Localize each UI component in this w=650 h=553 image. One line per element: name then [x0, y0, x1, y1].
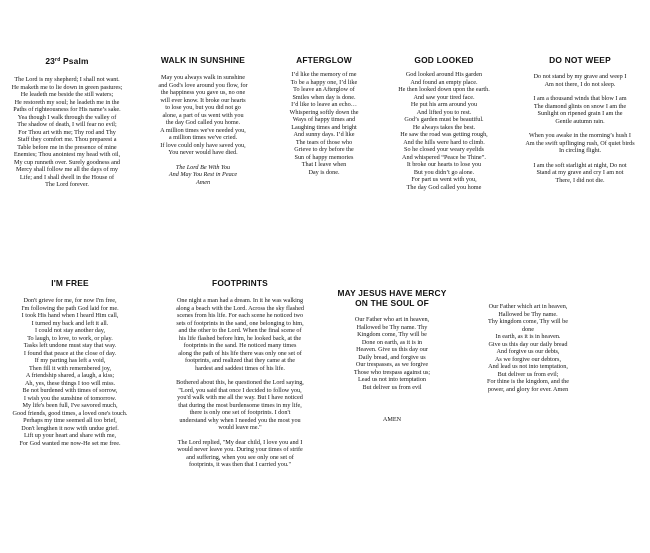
text-line: I took His hand when I heard Him call, — [21, 312, 119, 319]
text-line: The day God called you home — [406, 183, 482, 191]
card-title: WALK IN SUNSHINE — [160, 55, 246, 65]
text-line: and God's love around you flow, for — [158, 81, 248, 89]
text-line: Laughing times and bright — [291, 123, 357, 131]
text-line: For thine is the kingdom, and the — [487, 378, 569, 385]
text-line: Bothered about this, he questioned the Lord saying, — [176, 379, 304, 386]
text-line: Enemies; Thou anointest my head with oil, — [13, 151, 121, 158]
text-line: Don't grieve for me, for now I'm free, — [23, 297, 117, 304]
text-line: "Lord, you said that once I decided to follow you, — [178, 386, 302, 394]
text-line: And lead us not into temptation, — [488, 363, 568, 370]
card-closing — [139, 164, 267, 187]
text-line: In earth, as it is in heaven. — [495, 333, 561, 340]
card-title: 23rd Psalm — [45, 56, 89, 66]
text-line: footprints in the sand. He noticed many times — [183, 342, 297, 349]
text-line: He saw the road was getting rough, — [400, 131, 488, 138]
text-line: Heaven. Give us this day our — [356, 346, 428, 353]
text-line: But you didn’t go alone. — [413, 168, 475, 176]
card-title: MAY JESUS HAVE MERCY ON THE SOUL OF — [337, 288, 447, 308]
text-line: and the other to the Lord. When the final scene of — [178, 327, 302, 334]
text-line: I turned my back and left it all. — [31, 319, 109, 327]
text-line: The diamond glints on snow I am the — [533, 102, 627, 110]
text-line: Perhaps my time seemed all too brief, — [23, 417, 117, 424]
text-line: And sunny days. I’d like — [293, 131, 355, 138]
text-line: If my parting has left a void, — [34, 357, 106, 364]
text-line: his life flashed before him, he looked back, at the — [178, 334, 302, 342]
text-line: Smiles when day is done. — [292, 93, 356, 101]
card-do-not-weep — [513, 55, 647, 184]
card-body — [154, 297, 326, 469]
text-line: Day is done. — [308, 168, 340, 176]
card-body — [274, 71, 374, 176]
paragraph — [154, 379, 326, 432]
text-line: Those who trespass against us; — [353, 368, 431, 376]
text-line: There, I did not die. — [555, 176, 605, 184]
text-line: I found that peace at the close of day. — [23, 349, 117, 357]
text-line: scenes from his life. For each scene he noticed two — [176, 312, 304, 319]
text-line: Be not burdened with times of sorrow, — [22, 387, 118, 394]
text-line: and suffering, when you see only one set of — [186, 453, 294, 461]
text-line: And the hills were hard to climb. — [403, 138, 485, 146]
card-body — [460, 303, 596, 393]
card-title: DO NOT WEEP — [549, 55, 611, 65]
paragraph — [513, 162, 647, 185]
text-line: He leadeth me beside the still waters; — [20, 91, 114, 98]
text-line: If love could only have saved you, — [160, 141, 246, 149]
text-line: footprints, and realized that they came at the — [185, 357, 295, 364]
text-line: to lose you, but you did not go — [165, 104, 241, 111]
paragraph — [154, 439, 326, 469]
card-amen: AMEN — [382, 416, 402, 423]
text-line: And found an empty place. — [410, 78, 478, 86]
text-line: the day God called you home. — [165, 119, 241, 126]
text-line: For Thou art with me; Thy rod and Thy — [18, 128, 116, 136]
card-body — [3, 297, 137, 447]
text-line: For God wanted me now-He set me free. — [19, 439, 121, 447]
text-line: Good friends, good times, a loved one's touch. — [12, 409, 128, 417]
text-line: Give us this day our daily bread — [488, 340, 568, 348]
text-line: That I leave when — [301, 161, 347, 168]
text-line: But deliver us from evil; — [497, 370, 559, 378]
text-line: Our Father who art in heaven, — [354, 316, 430, 323]
text-line: He restoreth my soul; he leadeth me in the — [14, 98, 120, 106]
text-line: Staff they comfort me. Thou preparest a — [17, 136, 117, 143]
text-line: Whispering softly down the — [289, 108, 359, 116]
text-line: God looked around His garden — [405, 71, 483, 78]
text-line: you'd walk with me all the way. But I have noticed — [177, 394, 303, 401]
text-line: I am a thousand winds that blow I am — [533, 95, 627, 102]
card-im-free — [3, 278, 137, 447]
text-line: And May You Rest in Peace — [168, 171, 238, 178]
text-line: along a beach with the Lord. Across the sky flashed — [176, 304, 304, 312]
text-line: Grieve to dry before the — [294, 146, 354, 153]
text-line: And lifted you to rest. — [416, 108, 472, 116]
text-line: the happiness you gave us, no one — [160, 89, 246, 96]
text-line: Ways of happy times and — [292, 116, 356, 123]
text-line: that during the most burdensome times in my life, — [178, 401, 302, 409]
text-line: Paths of righteousness for His name’s sake. — [13, 106, 121, 113]
text-line: Our trespasses, as we forgive — [355, 361, 429, 368]
text-line: The tears of those who — [295, 138, 353, 146]
text-line: The Lord forever. — [45, 181, 89, 188]
text-line: Stand at my grave and cry I am not — [536, 169, 624, 176]
text-line: Am the swift upflinging rush, Of quiet birds — [525, 139, 635, 147]
text-line: would never leave you. During your times of strife — [177, 446, 303, 453]
text-line: understand why when I needed you the most you — [179, 416, 301, 424]
text-line: Lift up your heart and share with me, — [23, 432, 117, 439]
text-line: Kingdom come, Thy will be — [357, 331, 427, 338]
text-line: May you always walk in sunshine — [160, 74, 246, 81]
text-line: done — [521, 325, 535, 333]
text-line: a million times we've cried. — [168, 134, 238, 141]
text-line: But deliver us from evil — [362, 383, 422, 391]
text-line: Yea though I walk through the valley of — [17, 113, 117, 121]
card-title: AFTERGLOW — [296, 55, 352, 65]
card-psalm — [3, 55, 131, 189]
text-line: I wish you the sunshine of tomorrow. — [23, 394, 117, 402]
text-line: The shadow of death, I will fear no evil; — [17, 121, 117, 128]
card-body — [380, 71, 508, 191]
text-line: He put his arm around you — [410, 101, 478, 108]
card-footprints — [154, 278, 326, 469]
card-body — [513, 73, 647, 184]
text-line: I’d like to leave an echo… — [291, 101, 357, 108]
paragraph — [513, 132, 647, 155]
text-line: He always takes the best. — [412, 123, 476, 131]
text-line: Our Father which art in heaven, — [488, 303, 568, 310]
text-line: Life; and I shall dwell in the House of — [19, 173, 115, 181]
text-line: And saw your tired face. — [413, 93, 475, 101]
text-line: To laugh, to love, to work, or play. — [27, 334, 113, 342]
card-body — [139, 74, 267, 157]
text-line: Hallowed be Thy name. Thy — [356, 323, 428, 331]
text-line: My life's been full, I've savored much, — [22, 402, 118, 409]
text-line: Table before me in the presence of mine — [17, 143, 117, 151]
text-line: In circling flight. — [558, 147, 602, 154]
card-body — [3, 76, 131, 189]
text-line: Then fill it with remembered joy, — [28, 364, 112, 372]
text-line: along the path of his life there was only one set of — [178, 349, 302, 357]
text-line: I could not stay another day, — [34, 327, 106, 334]
text-line: would leave me." — [218, 424, 262, 431]
text-line: For part us went with you, — [411, 176, 477, 183]
text-line: Amen — [195, 178, 211, 186]
text-line: footprints, it was then that I carried you." — [188, 461, 291, 468]
text-line: It broke our hearts to lose you — [406, 161, 482, 168]
text-line: One night a man had a dream. In it he was walking — [176, 297, 304, 304]
text-line: The Lord is my shepherd; I shall not want. — [14, 76, 120, 83]
text-line: Sunlight on ripened grain I am the — [537, 110, 623, 117]
text-line: I’d like the memory of me — [291, 71, 357, 78]
text-line: Am not there, I do not sleep. — [544, 80, 616, 88]
text-line: Do not stand by my grave and weep I — [533, 73, 627, 80]
text-line: I am the soft starlight at night, Do not — [533, 161, 627, 169]
text-line: Hallowed be Thy name. — [498, 310, 558, 318]
paragraph — [513, 95, 647, 125]
card-may-jesus-have-mercy — [333, 288, 451, 424]
text-line: Done on earth, as it is in — [361, 338, 423, 346]
paragraph — [513, 73, 647, 88]
text-line: Lead us not into temptation — [357, 376, 427, 383]
text-line: My cup runneth over. Surely goodness and — [13, 158, 121, 166]
text-line: Ah, yes, these things I too will miss. — [24, 379, 116, 387]
text-line: A million times we've needed you, — [160, 126, 246, 134]
text-line: And whispered “Peace be Thine”. — [402, 153, 486, 161]
text-line: To leave an Afterglow of — [293, 86, 355, 93]
text-line: As we forgive our debtors, — [494, 355, 562, 363]
text-line: alone, a part of us went with you — [162, 111, 244, 119]
text-line: I'm following the path God laid for me. — [21, 304, 119, 312]
text-line: He maketh me to lie down in green pastures; — [11, 83, 123, 91]
card-afterglow — [274, 55, 374, 176]
text-line: Tasks left undone must stay that way. — [23, 342, 117, 349]
text-line: The Lord replied, "My dear child, I love you and I — [177, 438, 303, 446]
card-title: GOD LOOKED — [414, 55, 474, 65]
card-walk-in-sunshine — [139, 55, 267, 186]
text-line: Thy kingdom come, Thy will be — [488, 318, 568, 325]
text-line: Sun of happy memories — [294, 153, 354, 161]
text-line: Don't lengthen it now with undue grief. — [21, 424, 119, 432]
text-line: sets of footprints in the sand, one belonging to him, — [176, 319, 304, 327]
text-line: A friendship shared, a laugh, a kiss; — [25, 372, 115, 379]
text-line: The Lord Be With You — [175, 163, 231, 171]
text-line: God’s garden must be beautiful. — [404, 116, 484, 123]
text-line: Gentle autumn rain. — [555, 117, 605, 125]
text-line: To be a happy one, I’d like — [290, 78, 358, 86]
text-line: Mercy shall follow me all the days of my — [15, 166, 119, 173]
text-line: When you awake in the morning’s hush I — [529, 132, 631, 139]
text-line: And forgive us our debts, — [496, 348, 560, 355]
text-line: Daily bread, and forgive us — [358, 353, 426, 361]
card-our-father — [460, 303, 596, 393]
text-line: there is only one set of footprints. I don't — [189, 409, 291, 416]
text-line: power, and glory for ever. Amen — [487, 385, 569, 393]
text-line: So he closed your weary eyelids — [404, 146, 484, 153]
card-god-looked — [380, 55, 508, 191]
card-title: FOOTPRINTS — [212, 278, 268, 288]
text-line: hardest and saddest times of his life. — [195, 364, 285, 372]
card-title: I'M FREE — [51, 278, 89, 288]
text-line: will ever know. It broke our hearts — [160, 96, 246, 104]
paragraph — [154, 297, 326, 372]
card-body — [333, 316, 451, 391]
text-line: You never would have died. — [168, 149, 238, 156]
text-line: He then looked down upon the earth. — [398, 86, 490, 93]
